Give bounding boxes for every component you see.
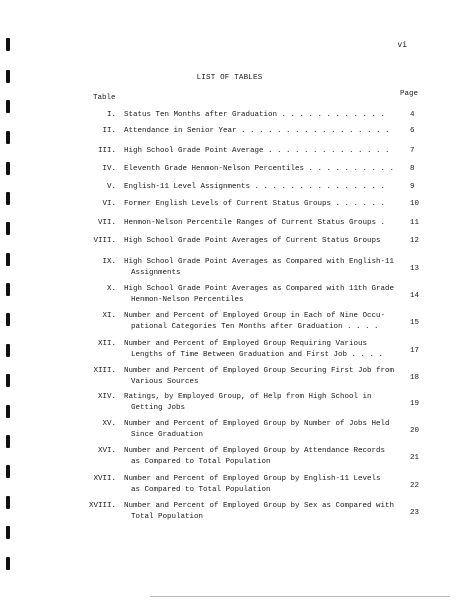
- table-page: 9: [410, 183, 415, 191]
- table-title-line2: Various Sources: [131, 378, 199, 386]
- page-title: LIST OF TABLES: [196, 74, 263, 82]
- table-number: XV.: [102, 420, 116, 428]
- table-title-line1: Former English Levels of Current Status Groups . . . . . .: [124, 200, 386, 208]
- table-title-line1: Number and Percent of Employed Group by Number of Jobs Held: [124, 420, 390, 428]
- table-title-line2: Lengths of Time Between Graduation and First Job . . . .: [131, 351, 384, 359]
- table-title-line1: Henmon-Nelson Percentile Ranges of Current Status Groups .: [124, 219, 386, 227]
- table-title: [124, 474, 392, 496]
- table-title-line1: Number and Percent of Employed Group by Sex as Compared with: [124, 502, 395, 510]
- table-number: I.: [106, 111, 116, 119]
- table-title-line2: Since Graduation: [131, 431, 204, 439]
- scan-edge-line: [150, 596, 450, 597]
- table-page: 17: [410, 347, 420, 355]
- table-number: III.: [97, 147, 116, 155]
- table-title: [124, 284, 395, 306]
- column-header-table: Table: [93, 94, 116, 102]
- table-number: VIII.: [93, 237, 116, 245]
- table-title-line1: Ratings, by Employed Group, of Help from High School in: [124, 393, 372, 401]
- table-title-line1: Eleventh Grade Henmon-Nelson Percentiles . . . . . . . . . .: [124, 165, 395, 173]
- table-number: XIV.: [97, 393, 116, 401]
- table-page: 20: [410, 427, 420, 435]
- table-number: XI.: [102, 312, 116, 320]
- table-title: [124, 126, 392, 137]
- table-number: XVIII.: [88, 502, 116, 510]
- table-number: XII.: [97, 340, 116, 348]
- table-number: IV.: [102, 165, 116, 173]
- table-page: 8: [410, 165, 415, 173]
- table-title-line2: as Compared to Total Population: [131, 486, 271, 494]
- table-number: XVI.: [97, 447, 116, 455]
- table-title: [124, 339, 392, 361]
- table-title-line1: High School Grade Point Averages as Compared with English-11: [124, 258, 395, 266]
- table-title-line1: High School Grade Point Average . . . . . . . . . . . . . .: [124, 147, 390, 155]
- table-number: XVII.: [93, 475, 116, 483]
- table-page: 15: [410, 319, 420, 327]
- table-title-line1: Attendance in Senior Year . . . . . . . . . . . . . . . . .: [124, 127, 390, 135]
- table-title: [124, 446, 392, 468]
- table-number: VII.: [97, 219, 116, 227]
- table-title: [124, 311, 392, 333]
- table-title: [124, 366, 395, 388]
- table-title-line1: English-11 Level Assignments . . . . . . . . . . . . . . .: [124, 183, 386, 191]
- table-page: 7: [410, 147, 415, 155]
- table-title: [124, 392, 392, 414]
- column-header-page: Page: [400, 90, 419, 98]
- table-title-line2: Assignments: [131, 269, 181, 277]
- table-page: 19: [410, 400, 420, 408]
- table-number: II.: [102, 127, 116, 135]
- table-number: X.: [106, 285, 116, 293]
- table-page: 14: [410, 292, 420, 300]
- table-title-line2: Total Population: [131, 513, 204, 521]
- table-title-line1: Number and Percent of Employed Group Requiring Various: [124, 340, 368, 348]
- table-title: [124, 199, 392, 210]
- table-page: 22: [410, 482, 420, 490]
- table-number: VI.: [102, 200, 116, 208]
- table-page: 11: [410, 219, 420, 227]
- table-number: V.: [106, 183, 116, 191]
- table-title: [124, 501, 395, 523]
- table-page: 21: [410, 454, 420, 462]
- table-title: [124, 164, 395, 175]
- table-title-line1: Number and Percent of Employed Group Securing First Job from: [124, 367, 395, 375]
- table-title-line2: Getting Jobs: [131, 404, 186, 412]
- table-page: 10: [410, 200, 420, 208]
- table-page: 6: [410, 127, 415, 135]
- table-title: [124, 182, 392, 193]
- table-title: [124, 419, 392, 441]
- table-title: [124, 146, 392, 157]
- table-page: 23: [410, 509, 420, 517]
- table-title: [124, 110, 392, 121]
- table-title-line1: Number and Percent of Employed Group by English-11 Levels: [124, 475, 381, 483]
- table-title-line1: Number and Percent of Employed Group by Attendance Records: [124, 447, 386, 455]
- table-page: 18: [410, 374, 420, 382]
- table-title-line1: Status Ten Months after Graduation . . . . . . . . . . . .: [124, 111, 386, 119]
- page-number: vi: [397, 41, 407, 50]
- table-number: IX.: [102, 258, 116, 266]
- table-page: 4: [410, 111, 415, 119]
- table-page: 13: [410, 265, 420, 273]
- table-title-line2: pational Categories Ten Months after Graduation . . . .: [131, 323, 379, 331]
- table-number: XIII.: [93, 367, 116, 375]
- table-title-line1: High School Grade Point Averages as Compared with 11th Grade: [124, 285, 395, 293]
- table-title: [124, 218, 392, 229]
- table-title: [124, 236, 392, 247]
- table-page: 12: [410, 237, 420, 245]
- table-title-line2: as Compared to Total Population: [131, 458, 271, 466]
- table-title: [124, 257, 395, 279]
- table-title-line1: High School Grade Point Averages of Current Status Groups: [124, 237, 381, 245]
- table-title-line1: Number and Percent of Employed Group in Each of Nine Occu-: [124, 312, 386, 320]
- table-title-line2: Henmon-Nelson Percentiles: [131, 296, 244, 304]
